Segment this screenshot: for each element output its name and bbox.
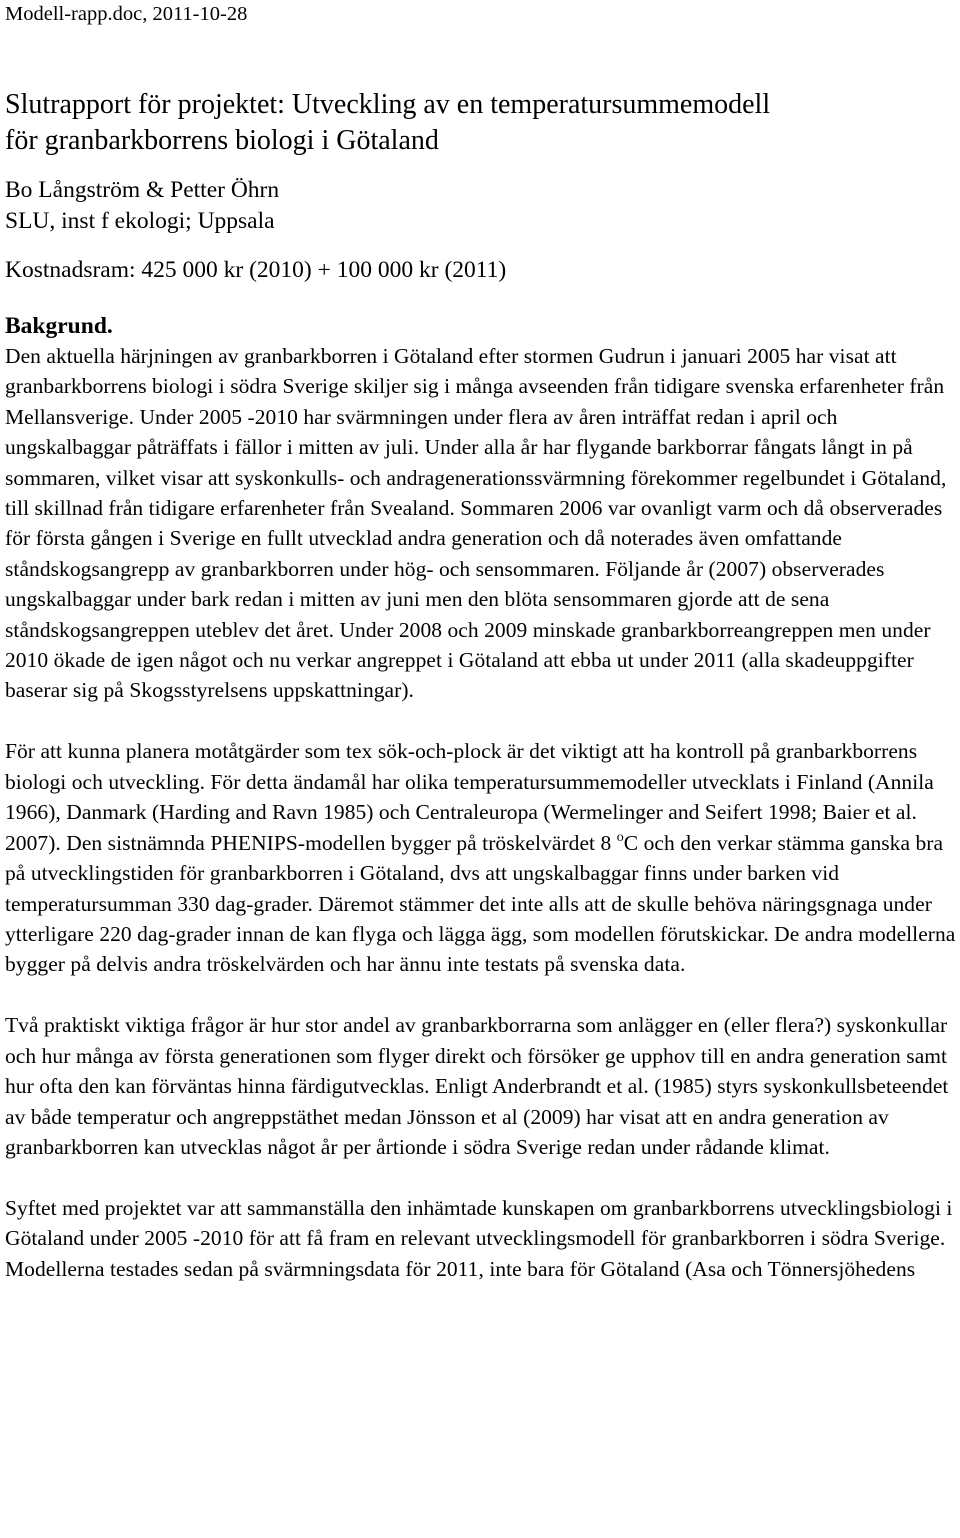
paragraph-purpose: Syftet med projektet var att sammanställa den inhämtade kunskapen om granbarkborrens utvecklingsbiologi i Götaland under 2005 -2010 för att få fram en relevant utvecklingsmodell för granbarkborren i södra Sverige. Modellerna testades sedan på svärmningsdata för 2011, inte bara för Götaland (Asa och Tönnersjöhedens [5, 1195, 953, 1281]
paragraph-models-text-2: C och den verkar stämma ganska bra på utvecklingstiden för granbarkborren i Götaland, dvs att ungskalbaggar finns under barken vid temperatursumman 330 dag-grader. Däremot stämmer det inte alls att de skulle behöva näringsgnaga under ytterligare 220 dag-grader innan de kan flyga och lägga ägg, som modellen förutskickar. De andra modellerna bygger på delvis andra tröskelvärden och har ännu inte testats på svenska data. [5, 830, 956, 977]
document-header: Modell-rapp.doc, 2011-10-28 [5, 3, 248, 25]
paragraph-background: Den aktuella härjningen av granbarkborren i Götaland efter stormen Gudrun i januari 2005 har visat att granbarkborrens biologi i södra Sverige skiljer sig i många avseenden från tidigare svenska erfarenheter från Mellansverige. Under 2005 -2010 har svärmningen under flera av åren inträffat redan i april och ungskalbaggar påträffats i fällor i mitten av juli. Under alla år har flygande barkborrar fångats långt in på sommaren, vilket visar att syskonkulls- och andragenerationssvärmning förekommer regelbundet i Götaland, till skillnad från tidigare erfarenheter från Svealand. Sommaren 2006 var ovanligt varm och då observerades för första gången i Sverige en fullt utvecklad andra generation och då noterades även omfattande ståndskogsangrepp av granbarkborren under hög- och sensommaren. Följande år (2007) observerades ungskalbaggar under bark redan i mitten av juni men den blöta sensommaren gjorde att de sena ståndskogsangreppen uteblev det året. Under 2008 och 2009 minskade granbarkborreangreppen men under 2010 ökade de igen något och nu verkar angreppet i Götaland att ebba ut under 2011 (alla skadeuppgifter baserar sig på Skogsstyrelsens uppskattningar). [5, 344, 947, 703]
paragraph-models [5, 736, 957, 979]
document-page [5, 0, 957, 1284]
authors-block [5, 175, 957, 236]
section-heading: Bakgrund. [5, 312, 113, 339]
author-names: Bo Långström & Petter Öhrn [5, 177, 280, 203]
report-title [5, 87, 957, 159]
budget-line: Kostnadsram: 425 000 kr (2010) + 100 000 kr (2011) [5, 257, 507, 283]
report-title-line-1: Slutrapport för projektet: Utveckling av en temperatursummemodell [5, 89, 771, 120]
report-title-line-2: för granbarkborrens biologi i Götaland [5, 125, 439, 156]
author-affiliation: SLU, inst f ekologi; Uppsala [5, 207, 275, 234]
paragraph-models-text-1: För att kunna planera motåtgärder som tex sök-och-plock är det viktigt att ha kontroll på granbarkborrens biologi och utveckling. För detta ändamål har olika temperatursummemodeller utvecklats i Finland (Annila 1966), Danmark (Harding and Ravn 1985) och Centraleuropa (Wermelinger and Seifert 1998; Baier et al. 2007). Den sistnämnda PHENIPS-modellen bygger på tröskelvärdet 8 [5, 739, 934, 855]
degree-superscript: o [616, 829, 624, 845]
paragraph-questions: Två praktiskt viktiga frågor är hur stor andel av granbarkborrarna som anlägger en (eller flera?) syskonkullar och hur många av första generationen som flyger direkt och försöker ge upphov till en andra generation samt hur ofta den kan förväntas hinna färdigutvecklas. Enligt Anderbrandt et al. (1985) styrs syskonkullsbeteendet av både temperatur och angreppstäthet medan Jönsson et al (2009) har visat att en andra generation av granbarkborren kan utvecklas något år per årtionde i södra Sverige redan under rådande klimat. [5, 1013, 949, 1159]
